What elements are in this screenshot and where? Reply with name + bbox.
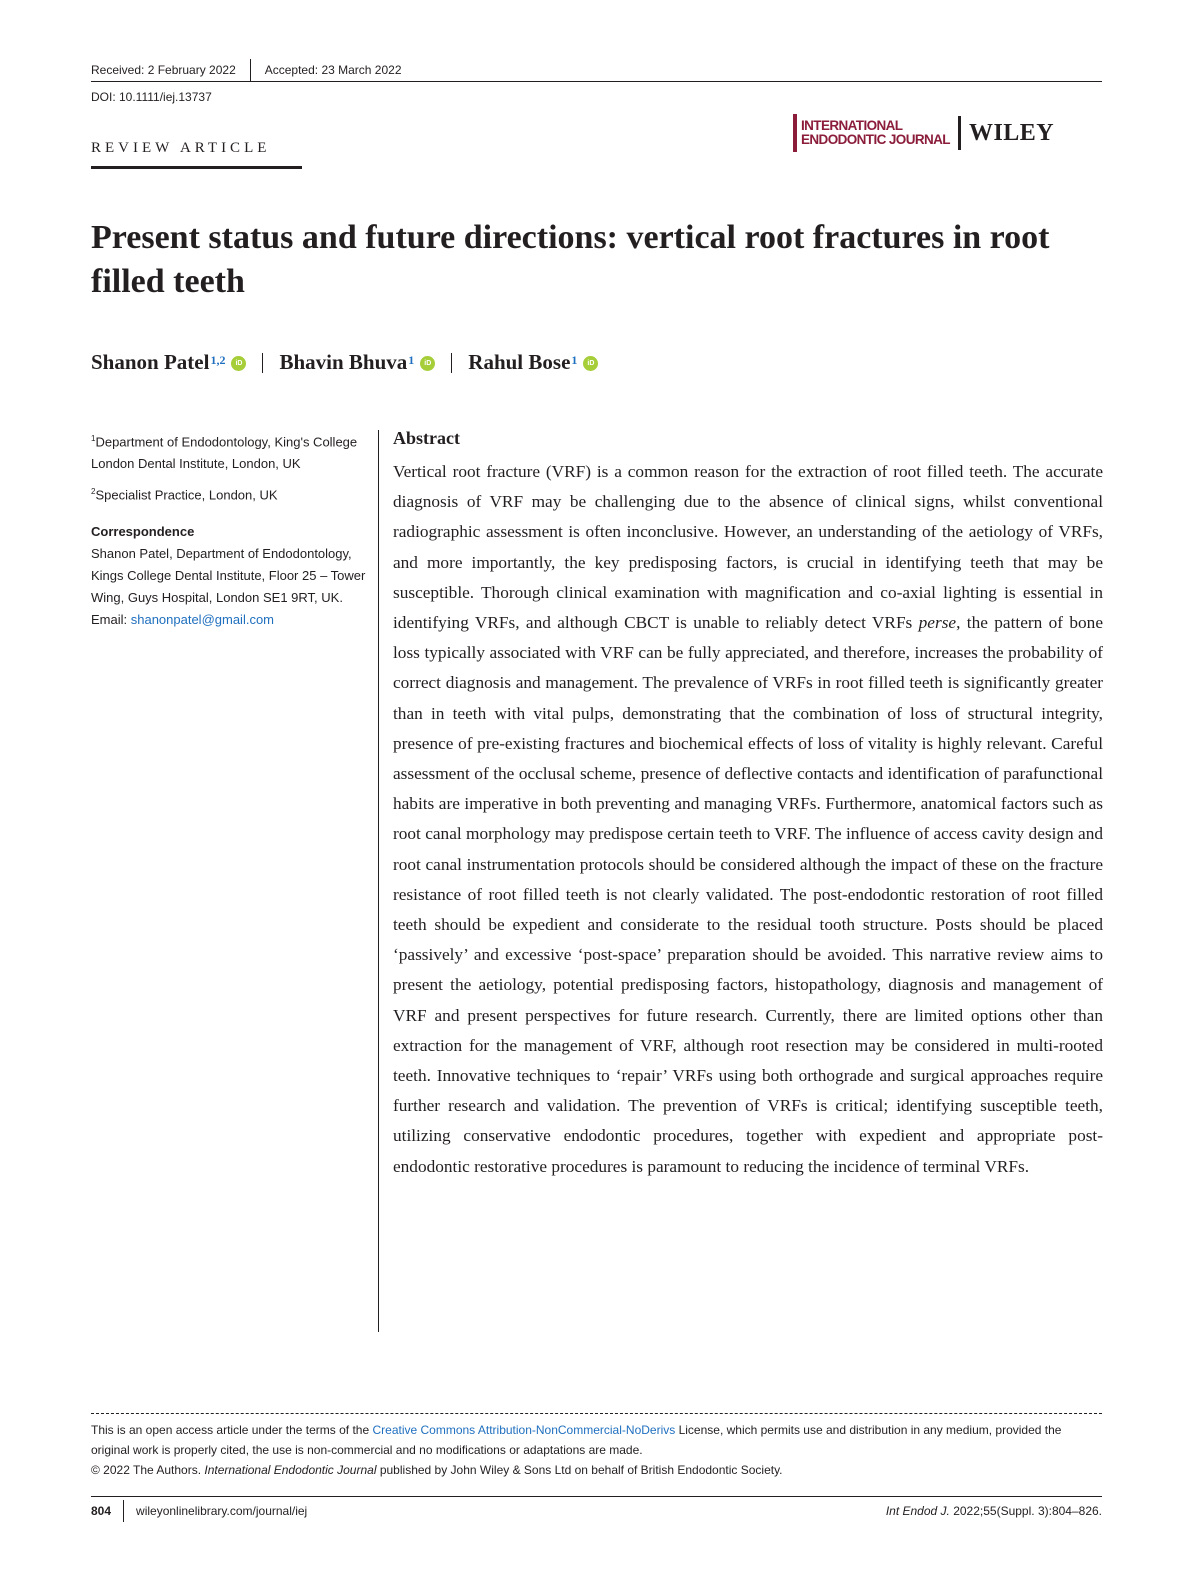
journal-logo-text [801,119,950,147]
article-title: Present status and future directions: vertical root fractures in root filled teeth [91,219,1050,300]
author-name[interactable]: Rahul Bose [468,350,571,374]
affiliations-column [91,428,366,631]
correspondence-text: Shanon Patel, Department of Endodontology, Kings College Dental Institute, Floor 25 – Tower Wing, Guys Hospital, London SE1 9RT, UK. [91,545,366,605]
license-rule [91,1413,1102,1414]
citation [886,1504,1102,1518]
article-type: REVIEW ARTICLE [91,140,271,156]
author-affil[interactable]: 1 [571,353,578,367]
license-text-part: License, which permits use and distribution in any medium, provided the original work is properly cited, the use is non-commercial and no modifications or adaptations are made. [91,1423,1062,1457]
license-notice [91,1420,1101,1480]
author-affil[interactable]: 1 [408,353,415,367]
journal-logo [793,112,1103,154]
abstract-text [393,457,1103,1182]
abstract-heading: Abstract [393,428,460,448]
doi-link[interactable]: DOI: 10.1111/iej.13737 [91,90,212,104]
citation-journal: Int Endod J. [885,1504,950,1518]
correspondence-heading: Correspondence [91,523,195,539]
abstract-italic: perse [918,613,957,633]
copyright-part: published by John Wiley & Sons Ltd on behalf of British Endodontic Society. [376,1463,783,1477]
email-link[interactable]: shanonpatel@gmail.com [130,611,275,627]
email-label: Email: [91,611,131,627]
affiliation [91,481,366,506]
orcid-icon[interactable] [231,356,246,371]
column-divider [378,430,379,1332]
footer-rule [91,1496,1102,1497]
abstract-text-part: , the pattern of bone loss typically associated with VRF can be fully appreciated, and therefore, increases the probability of correct diagnosis and management. The prevalence of VRFs in root filled teeth is significantly greater than in teeth with vital pulps, demonstrating that the combination of loss of structural integrity, presence of pre-existing fractures and biochemical effects of loss of vitality is highly relevant. Careful assessment of the occlusal scheme, presence of deflective contacts and identification of parafunctional habits are imperative in both preventing and managing VRFs. Furthermore, anatomical factors such as root canal morphology may predispose certain teeth to VRF. The influence of access cavity design and root canal instrumentation protocols should be considered although the impact of these on the fracture resistance of root filled teeth is not clearly validated. The post-endodontic restoration of root filled teeth should be expedient and considerate to the residual tooth structure. Posts should be placed ‘passively’ and excessive ‘post-space’ preparation should be avoided. This narrative review aims to present the aetiology, potential predisposing factors, histopathology, diagnosis and management of VRF and present perspectives for future research. Currently, there are limited options other than extraction for the management of VRF, although root resection may be considered in multi-rooted teeth. Innovative techniques to ‘repair’ VRFs using both orthograde and surgical approaches require further research and validation. The prevention of VRFs is critical; identifying susceptible teeth, utilizing conservative endodontic procedures, together with expedient and appropriate post-endodontic restorative procedures is paramount to reducing the incidence of terminal VRFs. [393,613,1103,1176]
page-number: 804 [91,1504,112,1518]
affiliation-text: Department of Endodontology, King's College London Dental Institute, London, UK [91,434,358,472]
license-text-part: This is an open access article under the terms of the [91,1423,373,1437]
affiliation-text: Specialist Practice, London, UK [95,487,278,503]
orcid-icon[interactable] [583,356,598,371]
affiliation [91,428,366,475]
article-type-rule [91,166,302,169]
received-date: Received: 2 February 2022 [91,63,236,77]
affiliation-number: 1 [91,434,96,443]
author-name[interactable]: Shanon Patel [91,350,210,374]
journal-url[interactable]: wileyonlinelibrary.com/journal/iej [136,1504,308,1518]
author-name[interactable]: Bhavin Bhuva [279,350,408,374]
abstract-text-part: Vertical root fracture (VRF) is a common reason for the extraction of root filled teeth. The accurate diagnosis of VRF may be challenging due to the absence of clinical signs, whilst conventional radiographic assessment is often inconclusive. However, an understanding of the aetiology of VRFs, and more importantly, the key predisposing factors, is crucial in identifying teeth that may be susceptible. Thorough clinical examination with magnification and co-axial lighting is essential in identifying VRFs, and although CBCT is unable to reliably detect VRFs [393,462,1103,633]
doi[interactable] [91,90,212,104]
journal-logo-line1: INTERNATIONAL [801,118,903,133]
logo-divider [958,116,961,150]
divider [262,353,263,373]
license-link[interactable]: Creative Commons Attribution-NonCommercial-NoDerivs [372,1423,676,1437]
divider [451,353,452,373]
logo-bar [793,114,797,152]
copyright [91,1460,1101,1480]
copyright-part: © 2022 The Authors. [91,1463,205,1477]
copyright-journal: International Endodontic Journal [204,1463,377,1477]
divider [250,59,251,81]
journal-logo-line2: ENDODONTIC JOURNAL [801,132,950,147]
article-dates [91,59,402,81]
license-text [91,1420,1101,1460]
page-footer [91,1500,1102,1522]
header-rule [91,81,1102,82]
affiliation-number: 2 [91,487,96,497]
publisher-logo: WILEY [968,119,1055,146]
correspondence-email [91,609,366,631]
author-affil[interactable]: 1,2 [210,353,226,367]
orcid-icon[interactable] [420,356,435,371]
author-list [91,350,598,375]
citation-details: 2022;55(Suppl. 3):804–826. [949,1504,1102,1518]
accepted-date: Accepted: 23 March 2022 [264,63,402,77]
divider [123,1500,124,1522]
